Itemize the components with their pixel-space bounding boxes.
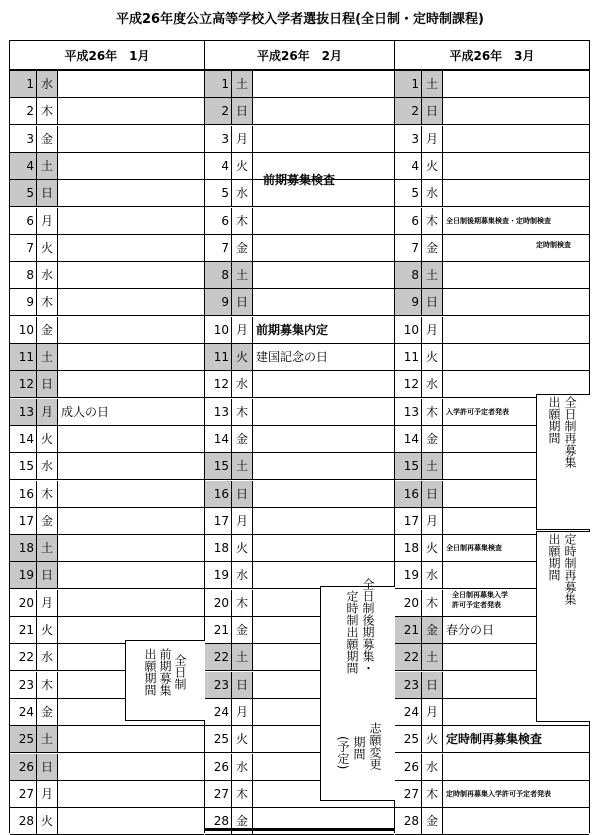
day-number: 15 <box>10 453 37 479</box>
day-number: 20 <box>395 590 422 616</box>
day-event: 春分の日 <box>446 623 495 637</box>
day-number: 8 <box>10 262 37 288</box>
feb-box-text-2: 定時制出願期間 <box>345 590 359 674</box>
weekday: 金 <box>232 617 253 643</box>
day-number: 12 <box>205 371 232 397</box>
weekday: 月 <box>232 508 253 534</box>
weekday: 土 <box>232 71 253 97</box>
day-row <box>395 126 589 153</box>
feb-zenki-exam: 前期募集検査 <box>263 173 336 187</box>
day-number: 26 <box>10 754 37 780</box>
feb-box2-text-1: 志願変更 <box>368 722 382 770</box>
day-event: 定時制再募集入学許可予定者発表 <box>446 789 551 798</box>
weekday: 水 <box>232 562 253 588</box>
day-row <box>10 754 204 781</box>
day-number: 23 <box>10 672 37 698</box>
mar-teiji-exam: 定時制検査 <box>536 241 571 249</box>
weekday: 土 <box>422 71 443 97</box>
weekday: 水 <box>422 180 443 206</box>
weekday: 金 <box>37 317 58 343</box>
day-row <box>395 262 589 289</box>
day-row <box>205 208 394 235</box>
mar-box1-text-1: 全日制再募集 <box>563 396 577 468</box>
day-row <box>10 126 204 153</box>
day-number: 27 <box>395 781 422 807</box>
day-row <box>395 71 589 98</box>
day-number: 13 <box>205 399 232 425</box>
weekday: 木 <box>37 481 58 507</box>
weekday: 水 <box>37 644 58 670</box>
mar-box2-text-2: 出願期間 <box>547 533 561 581</box>
day-row <box>10 344 204 371</box>
day-row <box>395 808 589 835</box>
day-number: 16 <box>395 481 422 507</box>
weekday: 日 <box>232 98 253 124</box>
weekday: 水 <box>232 180 253 206</box>
day-row <box>395 344 589 371</box>
weekday: 金 <box>422 426 443 452</box>
day-number: 19 <box>205 562 232 588</box>
weekday: 木 <box>422 590 443 616</box>
weekday: 日 <box>422 289 443 315</box>
weekday: 金 <box>422 235 443 261</box>
day-row <box>205 126 394 153</box>
day-row <box>205 535 394 562</box>
day-number: 1 <box>395 71 422 97</box>
day-number: 3 <box>10 126 37 152</box>
day-number: 6 <box>10 208 37 234</box>
day-row <box>395 208 589 235</box>
weekday: 金 <box>232 235 253 261</box>
page-title: 平成26年度公立高等学校入学者選抜日程(全日制・定時制課程) <box>116 12 484 27</box>
day-number: 23 <box>205 672 232 698</box>
month-header: 平成26年 2月 <box>205 41 394 71</box>
weekday: 木 <box>422 399 443 425</box>
day-row <box>205 508 394 535</box>
weekday: 水 <box>37 262 58 288</box>
day-number: 5 <box>395 180 422 206</box>
day-row <box>10 289 204 316</box>
day-row <box>10 781 204 808</box>
weekday: 水 <box>37 453 58 479</box>
day-number: 23 <box>395 672 422 698</box>
weekday: 日 <box>232 289 253 315</box>
weekday: 土 <box>422 453 443 479</box>
weekday: 土 <box>422 644 443 670</box>
weekday: 月 <box>232 317 253 343</box>
day-number: 22 <box>10 644 37 670</box>
weekday: 日 <box>37 562 58 588</box>
day-number: 18 <box>205 535 232 561</box>
day-number: 11 <box>10 344 37 370</box>
day-number: 4 <box>395 153 422 179</box>
day-number: 15 <box>395 453 422 479</box>
day-row <box>10 317 204 344</box>
day-row <box>205 317 394 344</box>
day-number: 13 <box>10 399 37 425</box>
weekday: 水 <box>232 371 253 397</box>
day-number: 13 <box>395 399 422 425</box>
day-row <box>395 781 589 808</box>
jan-box-text-1: 全日制 <box>173 654 187 690</box>
day-number: 15 <box>205 453 232 479</box>
weekday: 金 <box>232 426 253 452</box>
day-number: 21 <box>395 617 422 643</box>
weekday: 土 <box>37 344 58 370</box>
day-number: 2 <box>395 98 422 124</box>
weekday: 火 <box>232 344 253 370</box>
weekday: 土 <box>232 453 253 479</box>
weekday: 月 <box>37 590 58 616</box>
weekday: 月 <box>37 208 58 234</box>
jan-box-text-2: 前期募集 <box>158 648 172 696</box>
day-number: 20 <box>10 590 37 616</box>
day-number: 16 <box>205 481 232 507</box>
day-number: 12 <box>395 371 422 397</box>
weekday: 水 <box>232 754 253 780</box>
day-number: 10 <box>205 317 232 343</box>
day-number: 9 <box>10 289 37 315</box>
month-header: 平成26年 1月 <box>10 41 204 71</box>
weekday: 金 <box>232 808 253 834</box>
jan-box-text-3: 出願期間 <box>143 648 157 696</box>
day-row <box>10 726 204 753</box>
day-event: 定時制再募集検査 <box>446 732 543 747</box>
day-number: 28 <box>205 808 232 834</box>
feb-henkou-box <box>320 720 395 801</box>
day-number: 14 <box>395 426 422 452</box>
day-row <box>205 426 394 453</box>
day-number: 25 <box>205 726 232 752</box>
weekday: 火 <box>232 153 253 179</box>
weekday: 水 <box>422 371 443 397</box>
day-row <box>10 590 204 617</box>
day-row <box>395 726 589 753</box>
day-number: 28 <box>395 808 422 834</box>
weekday: 木 <box>37 98 58 124</box>
weekday: 火 <box>422 153 443 179</box>
mar-20-note-b: 許可予定者発表 <box>452 601 501 609</box>
day-number: 4 <box>205 153 232 179</box>
day-number: 2 <box>205 98 232 124</box>
mar-box1-text-2: 出願期間 <box>547 396 561 444</box>
day-event: 全日制後期募集検査・定時制検査 <box>446 216 551 225</box>
day-row <box>395 153 589 180</box>
weekday: 木 <box>232 781 253 807</box>
day-row <box>10 180 204 207</box>
day-row <box>205 289 394 316</box>
weekday: 火 <box>422 535 443 561</box>
day-row <box>205 481 394 508</box>
day-number: 6 <box>205 208 232 234</box>
day-number: 5 <box>205 180 232 206</box>
weekday: 金 <box>37 126 58 152</box>
day-number: 11 <box>205 344 232 370</box>
weekday: 月 <box>232 126 253 152</box>
day-number: 22 <box>395 644 422 670</box>
day-number: 3 <box>205 126 232 152</box>
day-number: 10 <box>395 317 422 343</box>
day-row <box>395 289 589 316</box>
month-header: 平成26年 3月 <box>395 41 589 71</box>
weekday: 日 <box>37 371 58 397</box>
day-number: 28 <box>10 808 37 834</box>
weekday: 木 <box>232 208 253 234</box>
day-row <box>10 508 204 535</box>
weekday: 木 <box>37 289 58 315</box>
day-number: 19 <box>395 562 422 588</box>
day-row <box>395 317 589 344</box>
weekday: 月 <box>37 781 58 807</box>
day-row <box>10 562 204 589</box>
day-row <box>395 180 589 207</box>
day-row <box>205 371 394 398</box>
day-row <box>10 808 204 835</box>
day-row <box>10 453 204 480</box>
weekday: 日 <box>232 672 253 698</box>
day-row <box>10 371 204 398</box>
day-number: 24 <box>10 699 37 725</box>
weekday: 水 <box>422 562 443 588</box>
weekday: 月 <box>422 699 443 725</box>
day-row <box>10 98 204 125</box>
day-row <box>10 71 204 98</box>
day-number: 7 <box>10 235 37 261</box>
day-row <box>395 754 589 781</box>
weekday: 日 <box>422 672 443 698</box>
weekday: 木 <box>422 781 443 807</box>
weekday: 火 <box>37 808 58 834</box>
weekday: 月 <box>422 317 443 343</box>
day-row <box>10 535 204 562</box>
day-number: 17 <box>205 508 232 534</box>
day-number: 9 <box>205 289 232 315</box>
day-row <box>395 98 589 125</box>
weekday: 火 <box>232 535 253 561</box>
day-row <box>10 481 204 508</box>
day-number: 6 <box>395 208 422 234</box>
day-row <box>10 426 204 453</box>
weekday: 土 <box>37 535 58 561</box>
weekday: 金 <box>422 617 443 643</box>
day-number: 2 <box>10 98 37 124</box>
weekday: 月 <box>232 699 253 725</box>
weekday: 金 <box>422 808 443 834</box>
day-row <box>10 153 204 180</box>
weekday: 木 <box>422 208 443 234</box>
weekday: 金 <box>37 699 58 725</box>
day-row <box>205 262 394 289</box>
day-number: 25 <box>395 726 422 752</box>
day-number: 8 <box>205 262 232 288</box>
day-event: 入学許可予定者発表 <box>446 407 509 416</box>
feb-box2-text-3: (予定) <box>336 736 350 770</box>
weekday: 水 <box>37 71 58 97</box>
weekday: 水 <box>422 754 443 780</box>
weekday: 土 <box>232 262 253 288</box>
day-number: 18 <box>10 535 37 561</box>
day-event: 建国記念の日 <box>256 350 329 364</box>
day-number: 17 <box>395 508 422 534</box>
weekday: 火 <box>37 235 58 261</box>
weekday: 火 <box>232 726 253 752</box>
day-number: 17 <box>10 508 37 534</box>
day-number: 22 <box>205 644 232 670</box>
mar-20-note-a: 全日制再募集入学 <box>452 591 508 599</box>
weekday: 月 <box>422 508 443 534</box>
day-row <box>10 262 204 289</box>
day-number: 5 <box>10 180 37 206</box>
weekday: 土 <box>37 726 58 752</box>
weekday: 火 <box>422 344 443 370</box>
feb-box2-text-2: 期間 <box>352 736 366 760</box>
day-row <box>205 453 394 480</box>
day-number: 10 <box>10 317 37 343</box>
day-row <box>205 71 394 98</box>
weekday: 土 <box>422 262 443 288</box>
weekday: 木 <box>37 672 58 698</box>
weekday: 木 <box>232 590 253 616</box>
weekday: 日 <box>232 481 253 507</box>
day-row <box>205 399 394 426</box>
day-number: 9 <box>395 289 422 315</box>
day-event: 成人の日 <box>61 404 110 419</box>
day-row <box>205 98 394 125</box>
day-number: 7 <box>395 235 422 261</box>
feb-box-text-1: 全日制後期募集・ <box>361 578 375 674</box>
day-number: 21 <box>10 617 37 643</box>
day-number: 27 <box>10 781 37 807</box>
day-number: 14 <box>10 426 37 452</box>
day-row <box>10 235 204 262</box>
weekday: 月 <box>37 399 58 425</box>
day-number: 14 <box>205 426 232 452</box>
mar-box2-text-1: 定時制再募集 <box>563 533 577 605</box>
day-number: 24 <box>205 699 232 725</box>
weekday: 日 <box>37 754 58 780</box>
day-number: 26 <box>395 754 422 780</box>
weekday: 月 <box>422 126 443 152</box>
day-number: 26 <box>205 754 232 780</box>
day-number: 1 <box>10 71 37 97</box>
weekday: 木 <box>232 399 253 425</box>
weekday: 土 <box>232 644 253 670</box>
day-row <box>10 399 204 426</box>
day-number: 21 <box>205 617 232 643</box>
weekday: 火 <box>37 617 58 643</box>
day-number: 19 <box>10 562 37 588</box>
day-number: 27 <box>205 781 232 807</box>
day-number: 12 <box>10 371 37 397</box>
weekday: 火 <box>422 726 443 752</box>
day-number: 11 <box>395 344 422 370</box>
bottom-rule <box>205 828 394 831</box>
day-number: 8 <box>395 262 422 288</box>
day-number: 25 <box>10 726 37 752</box>
day-number: 3 <box>395 126 422 152</box>
day-number: 24 <box>395 699 422 725</box>
day-number: 18 <box>395 535 422 561</box>
day-number: 1 <box>205 71 232 97</box>
day-number: 16 <box>10 481 37 507</box>
day-number: 20 <box>205 590 232 616</box>
day-row <box>205 235 394 262</box>
day-event: 前期募集内定 <box>256 322 329 337</box>
day-number: 4 <box>10 153 37 179</box>
day-row <box>205 344 394 371</box>
day-number: 7 <box>205 235 232 261</box>
weekday: 日 <box>422 98 443 124</box>
weekday: 土 <box>37 153 58 179</box>
day-row <box>10 208 204 235</box>
weekday: 火 <box>37 426 58 452</box>
weekday: 金 <box>37 508 58 534</box>
day-event: 全日制再募集検査 <box>446 544 502 553</box>
weekday: 日 <box>37 180 58 206</box>
weekday: 日 <box>422 481 443 507</box>
